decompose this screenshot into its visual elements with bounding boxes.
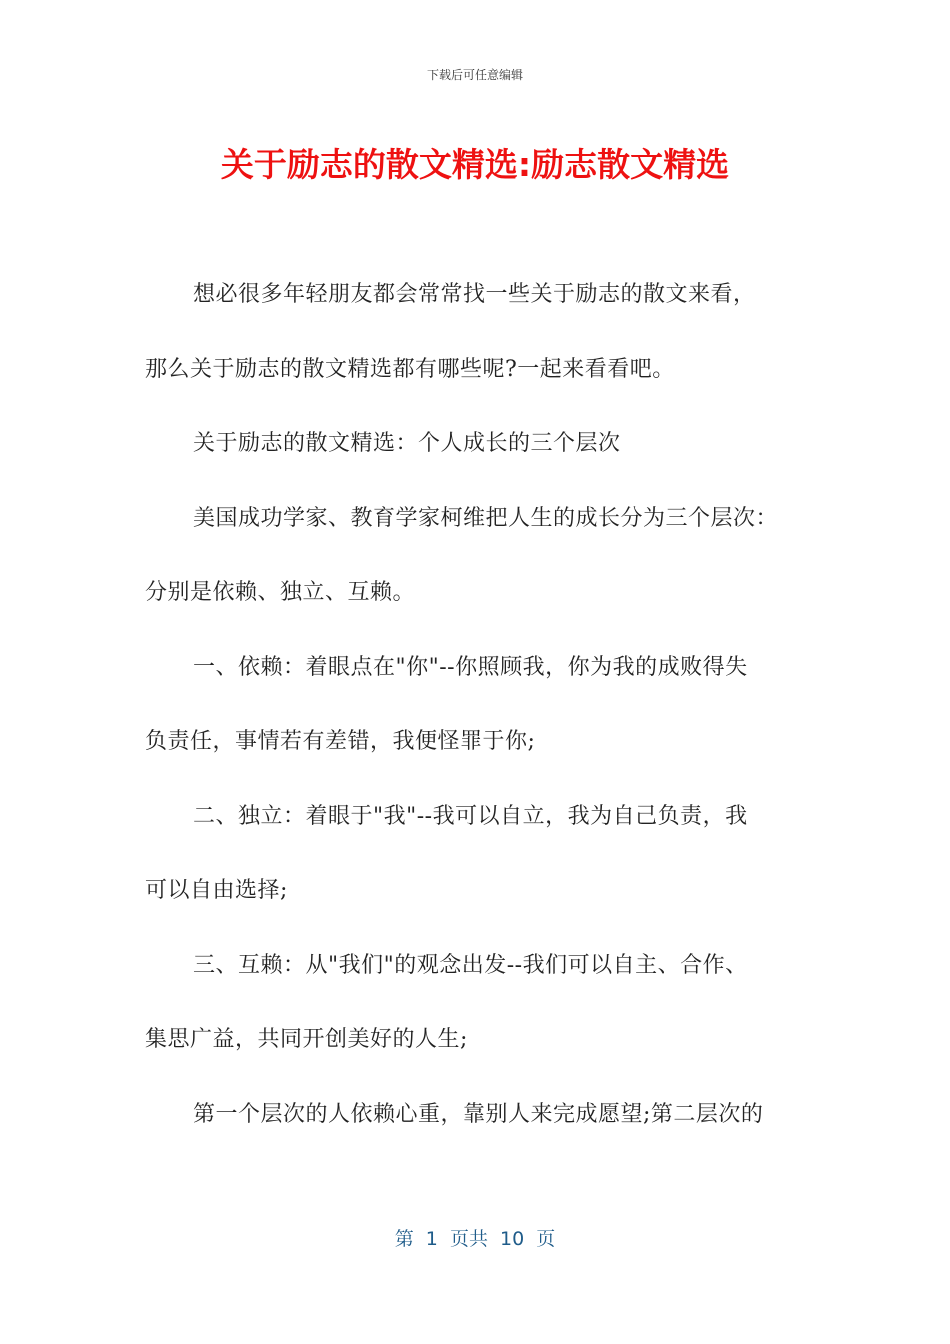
page-number: 1 [425, 1228, 438, 1250]
page-total: 10 [500, 1228, 525, 1250]
page-label-mid: 页共 [449, 1228, 488, 1250]
paragraph-line: 分别是依赖、独立、互赖。 [145, 580, 416, 605]
header-note: 下载后可任意编辑 [426, 68, 523, 82]
paragraph-line: 第一个层次的人依赖心重，靠别人来完成愿望;第二层次的 [193, 1101, 764, 1127]
paragraph-line: 想必很多年轻朋友都会常常找一些关于励志的散文来看， [193, 282, 756, 307]
paragraph-line: 一、依赖：着眼点在"你"--你照顾我，你为我的成败得失 [193, 654, 748, 680]
paragraph-line: 三、互赖：从"我们"的观念出发--我们可以自主、合作、 [193, 952, 748, 978]
paragraph-line: 负责任，事情若有差错，我便怪罪于你; [145, 729, 536, 754]
page-label-suffix: 页 [536, 1228, 556, 1250]
document-body [145, 258, 810, 1152]
paragraph-line: 那么关于励志的散文精选都有哪些呢?一起来看看吧。 [145, 356, 675, 382]
paragraph-line: 二、独立：着眼于"我"--我可以自立，我为自己负责，我 [193, 803, 748, 829]
paragraph-line: 集思广益，共同开创美好的人生; [145, 1027, 468, 1052]
document-title: 关于励志的散文精选:励志散文精选 [220, 145, 730, 184]
paragraph-line: 关于励志的散文精选：个人成长的三个层次 [193, 431, 621, 456]
page-footer [0, 1224, 950, 1251]
page-label-prefix: 第 [394, 1228, 414, 1250]
paragraph-line: 美国成功学家、教育学家柯维把人生的成长分为三个层次： [193, 505, 779, 531]
paragraph-line: 可以自由选择; [145, 878, 288, 903]
